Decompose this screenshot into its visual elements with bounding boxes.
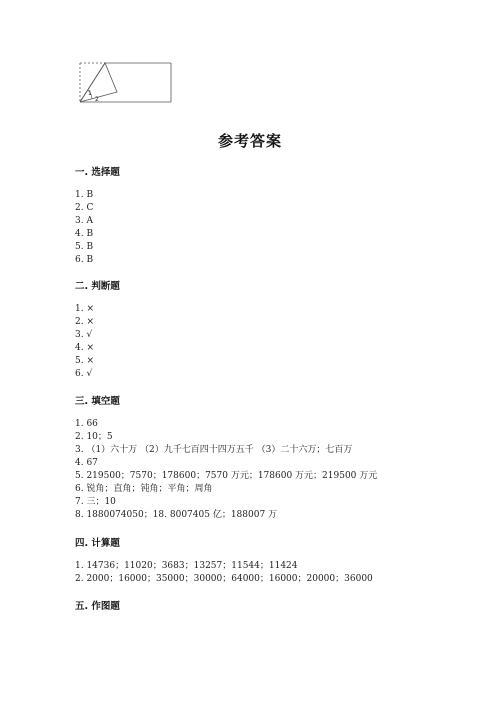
answer-line: 2. 2000；16000；35000；30000；64000；16000；20000；36000 — [75, 574, 373, 584]
answer-line: 5. × — [75, 356, 94, 366]
answer-line: 2. × — [75, 317, 94, 327]
answer-line: 6. 锐角；直角；钝角；平角；周角 — [75, 484, 213, 494]
answer-line: 2. C — [75, 203, 94, 213]
folded-rectangle-diagram — [70, 56, 180, 108]
answer-line: 1. 66 — [75, 419, 98, 429]
answer-line: 8. 1880074050；18. 8007405 亿；188007 万 — [75, 510, 278, 520]
angle-label-1: 1 — [88, 90, 92, 97]
answer-line: 3. （1）六十万 （2）九千七百四十四万五千 （3）二十六万；七百万 — [75, 445, 353, 455]
section-heading-judgement: 二. 判断题 — [75, 281, 120, 292]
answer-line: 1. × — [75, 304, 94, 314]
answer-line: 1. 14736；11020；3683；13257；11544；11424 — [75, 561, 298, 571]
angle-label-2: 2 — [95, 96, 99, 103]
answer-line: 7. 三；10 — [75, 497, 116, 507]
section-heading-calculation: 四. 计算题 — [75, 538, 120, 549]
section-heading-choice: 一. 选择题 — [75, 167, 120, 178]
answer-line: 3. A — [75, 216, 93, 226]
section-heading-fill-blank: 三. 填空题 — [75, 396, 120, 407]
answer-line: 5. B — [75, 242, 94, 252]
answer-line: 4. B — [75, 229, 94, 239]
answer-line: 2. 10；5 — [75, 432, 113, 442]
answer-line: 3. √ — [75, 330, 93, 340]
answer-line: 5. 219500；7570；178600；7570 万元；178600 万元；219500 万元 — [75, 471, 378, 481]
answer-line: 4. 67 — [75, 458, 98, 468]
answer-line: 1. B — [75, 190, 94, 200]
page-title: 参考答案 — [217, 132, 282, 150]
answer-line: 4. × — [75, 343, 94, 353]
answer-line: 6. B — [75, 255, 94, 265]
section-heading-drawing: 五. 作图题 — [75, 601, 120, 612]
answer-line: 6. √ — [75, 369, 93, 379]
